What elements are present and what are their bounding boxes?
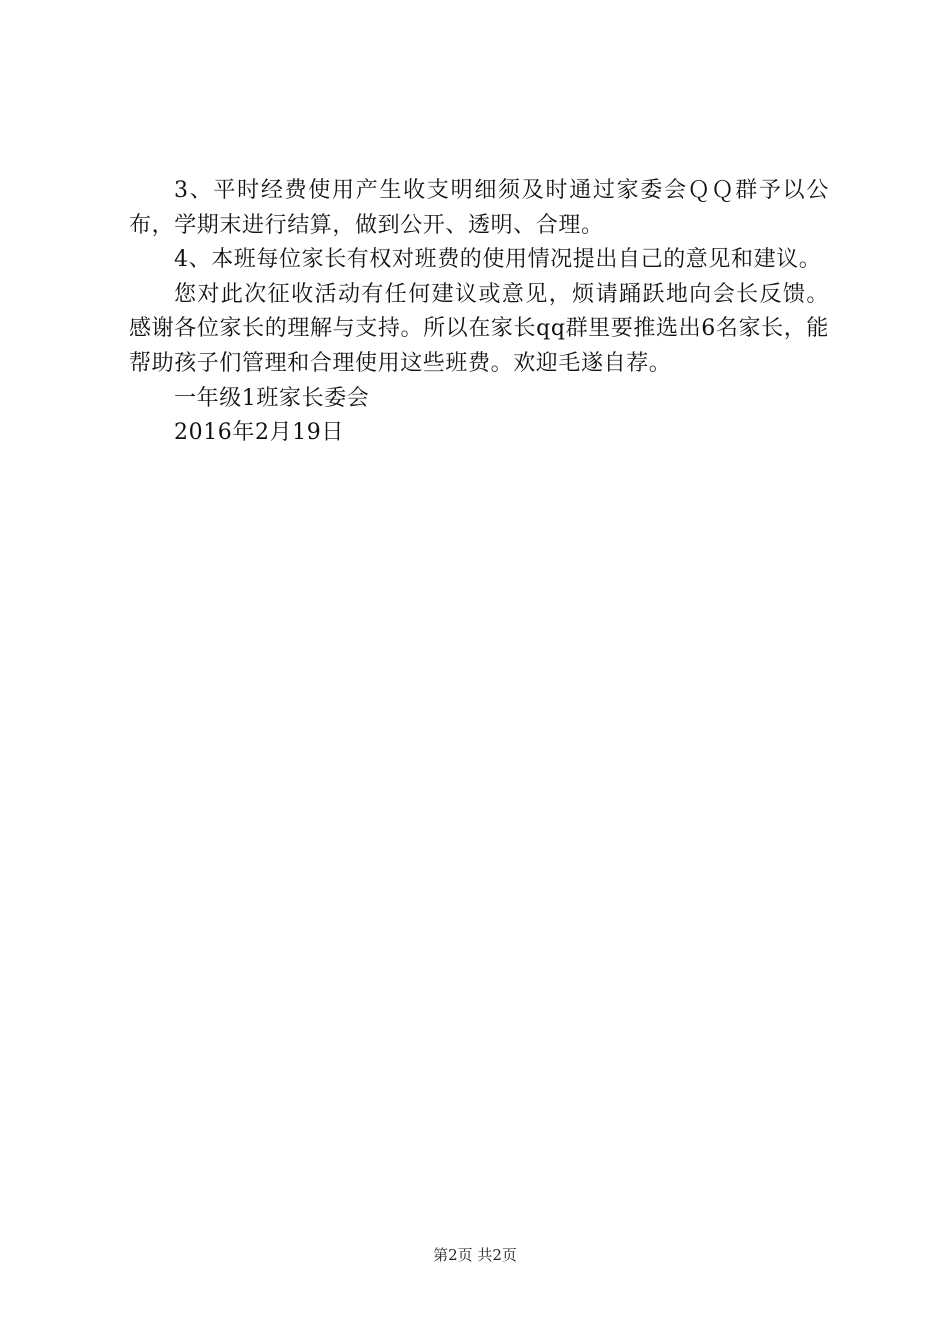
- page-total: 共2页: [477, 1246, 517, 1264]
- page-footer: [0, 1244, 950, 1265]
- signature-date: 2016年2月19日: [174, 420, 344, 446]
- paragraph-item-4: 4、本班每位家长有权对班费的使用情况提出自己的意见和建议。: [174, 247, 822, 273]
- paragraph-item-3: 3、平时经费使用产生收支明细须及时通过家委会ＱＱ群予以公布，学期末进行结算，做到公开、透明、合理。: [129, 178, 829, 238]
- document-body: [129, 174, 829, 451]
- paragraph-feedback: 您对此次征收活动有任何建议或意见，烦请踊跃地向会长反馈。感谢各位家长的理解与支持。所以在家长qq群里要推选出6名家长，能帮助孩子们管理和合理使用这些班费。欢迎毛遂自荐。: [129, 281, 829, 376]
- signature-committee: 一年级1班家长委会: [174, 385, 370, 411]
- page-number: 第2页: [433, 1246, 473, 1264]
